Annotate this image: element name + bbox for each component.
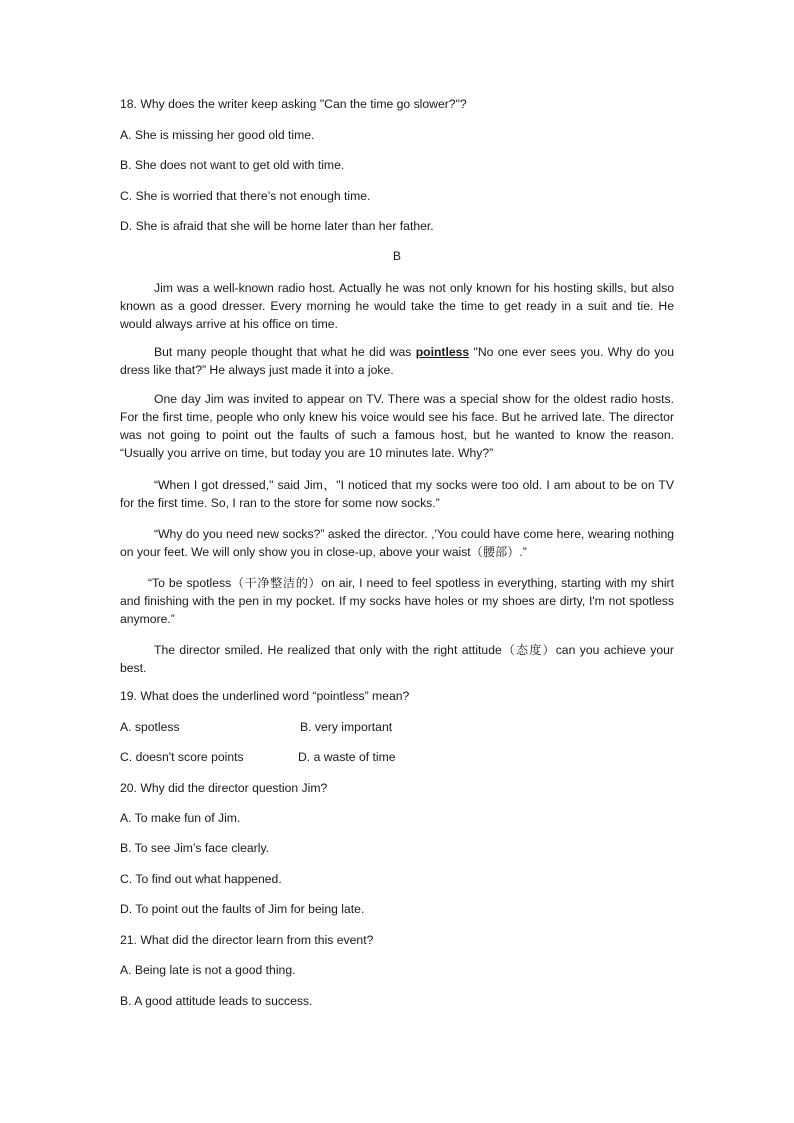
q19-option-c: C. doesn't score points <box>120 750 244 764</box>
passage-paragraph-1: Jim was a well-known radio host. Actually he was not only known for his hosting skills, but also known as a good dresser. Every morning he would take the time to get ready in a suit and tie. He would always arrive at his office on time. <box>120 281 674 331</box>
passage-paragraph-4: “When I got dressed," said Jim，"I noticed that my socks were too old. I am about to be on TV for the first time. So, I ran to the store for some now socks.” <box>120 478 674 510</box>
q19-option-d: D. a waste of time <box>298 750 396 764</box>
q21-option-b: B. A good attitude leads to success. <box>120 994 313 1008</box>
q18-option-c: C. She is worried that there’s not enough time. <box>120 189 371 203</box>
q20-option-a: A. To make fun of Jim. <box>120 811 241 825</box>
q18-option-a: A. She is missing her good old time. <box>120 128 315 142</box>
q19-question: 19. What does the underlined word “pointless” mean? <box>120 689 410 703</box>
q18-question: 18. Why does the writer keep asking "Can the time go slower?"? <box>120 97 467 111</box>
q20-question: 20. Why did the director question Jim? <box>120 781 328 795</box>
passage-paragraph-7: The director smiled. He realized that only with the right attitude（态度）can you achieve your best. <box>120 643 674 675</box>
passage-paragraph-2: But many people thought that what he did was pointless "No one ever sees you. Why do you dress like that?” He always just made it into a joke. <box>120 345 674 377</box>
q19-option-b: B. very important <box>300 720 393 734</box>
q18-option-d: D. She is afraid that she will be home later than her father. <box>120 219 434 233</box>
q20-option-c: C. To find out what happened. <box>120 872 282 886</box>
q19-option-a: A. spotless <box>120 720 180 734</box>
q21-option-a: A. Being late is not a good thing. <box>120 963 296 977</box>
section-label: B <box>392 249 402 263</box>
passage-paragraph-6: “To be spotless（干净整洁的）on air, I need to feel spotless in everything, starting with my shirt and finishing with the pen in my pocket. If my socks have holes or my shoes are dirty, I'm not spotless anymore.” <box>120 576 674 626</box>
underlined-word: pointless <box>415 345 470 359</box>
q20-option-d: D. To point out the faults of Jim for being late. <box>120 902 365 916</box>
passage-paragraph-5: “Why do you need new socks?” asked the director. ,'You could have come here, wearing nothing on your feet. We will only show you in close-up, above your waist（腰部）.” <box>120 527 674 559</box>
q20-option-b: B. To see Jim’s face clearly. <box>120 841 270 855</box>
q18-option-b: B. She does not want to get old with time. <box>120 158 345 172</box>
passage-paragraph-3: One day Jim was invited to appear on TV. There was a special show for the oldest radio hosts. For the first time, people who only knew his voice would see his face. But he arrived late. The director was not going to point out the faults of such a famous host, but he wanted to know the reason. “Usually you arrive on time, but today you are 10 minutes late. Why?” <box>120 392 674 460</box>
q21-question: 21. What did the director learn from this event? <box>120 933 374 947</box>
